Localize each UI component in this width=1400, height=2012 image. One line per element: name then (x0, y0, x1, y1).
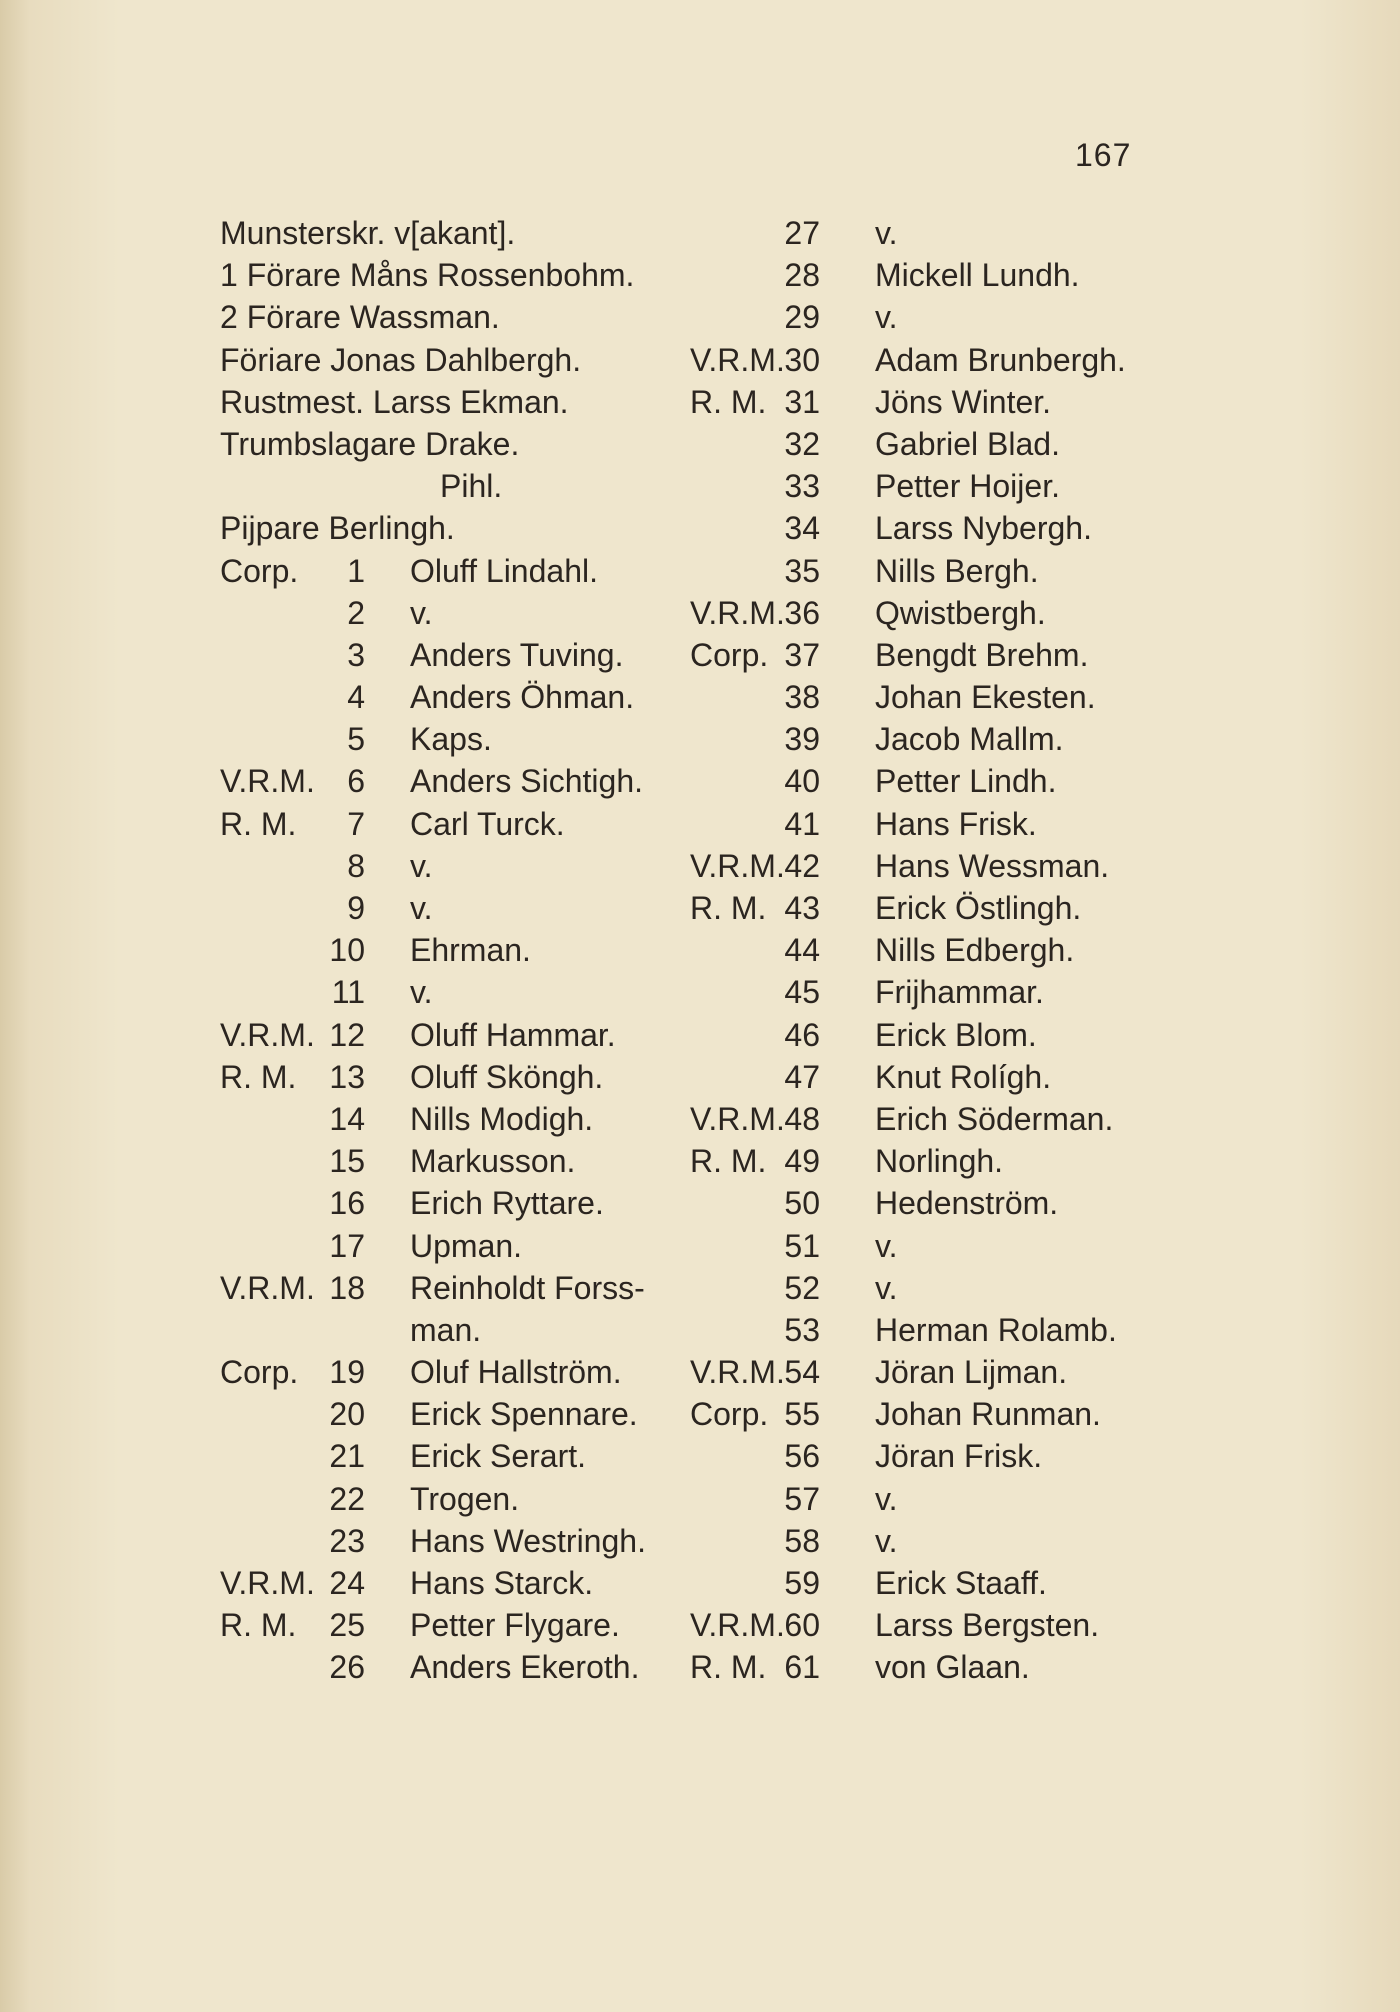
entry-number-text: 23 (329, 1522, 365, 1559)
person-name: Johan Ekesten. (875, 679, 1096, 716)
table-row (690, 760, 1160, 802)
entry-number-text: 48 (784, 1100, 820, 1137)
rank-label: Corp. (220, 552, 299, 589)
table-row (220, 1435, 690, 1477)
table-row (220, 971, 690, 1013)
entry-number-text: 22 (329, 1480, 365, 1517)
table-row (220, 1604, 690, 1646)
person-name: Carl Turck. (410, 805, 565, 842)
person-name: Frijhammar. (875, 974, 1044, 1011)
entry-number-text: 47 (784, 1058, 820, 1095)
table-row (690, 929, 1160, 971)
header-line: 1 Förare Måns Rossenbohm. (220, 257, 635, 294)
person-name: Anders Tuving. (410, 636, 624, 673)
rank-label: Corp. (220, 1354, 299, 1391)
person-name: Erick Serart. (410, 1438, 587, 1475)
rank-label: R. M. (690, 383, 767, 420)
header-line: Munsterskr. v[akant]. (220, 215, 516, 251)
person-name: v. (410, 594, 433, 631)
entry-number-text: 36 (784, 594, 820, 631)
person-name: Petter Hoijer. (875, 468, 1060, 505)
person-name: Johan Runman. (875, 1396, 1101, 1433)
entry-number-text: 61 (784, 1649, 820, 1686)
table-row (690, 887, 1160, 929)
table-row (690, 339, 1160, 381)
list-item (220, 212, 690, 254)
left-roster (220, 550, 690, 1689)
person-name: Hans Frisk. (875, 805, 1037, 842)
entry-number-text: 1 (347, 552, 365, 589)
table-row (220, 803, 690, 845)
table-row (690, 1225, 1160, 1267)
entry-number-text: 12 (329, 1016, 365, 1053)
person-name: Mickell Lundh. (875, 257, 1080, 294)
table-row (690, 1182, 1160, 1224)
entry-number-text: 37 (784, 636, 820, 673)
entry-number-text: 18 (329, 1269, 365, 1306)
table-row (220, 1309, 690, 1351)
person-name: Jöran Lijman. (875, 1354, 1068, 1391)
person-name: Adam Brunbergh. (875, 341, 1126, 378)
header-line: Trumbslagare Drake. (220, 425, 520, 462)
table-row (690, 1562, 1160, 1604)
entry-number-text: 8 (347, 847, 365, 884)
person-name: Erich Ryttare. (410, 1185, 604, 1222)
person-name: Oluff Lindahl. (410, 552, 598, 589)
person-name: Larss Nybergh. (875, 510, 1092, 547)
person-name: Erick Staaff. (875, 1565, 1047, 1601)
entry-number-text: 30 (784, 341, 820, 378)
entry-number-text: 26 (329, 1649, 365, 1686)
table-row (690, 1056, 1160, 1098)
person-name: Knut Rolígh. (875, 1058, 1052, 1095)
entry-number-text: 6 (347, 763, 365, 800)
table-row (220, 1014, 690, 1056)
table-row (690, 1646, 1160, 1688)
person-name: v. (875, 215, 898, 251)
entry-number-text: 25 (329, 1607, 365, 1644)
right-roster (690, 212, 1160, 1689)
entry-number-text: 60 (784, 1607, 820, 1644)
person-name: Reinholdt Forss- (410, 1269, 645, 1306)
table-row (690, 845, 1160, 887)
entry-number-text: 54 (784, 1354, 820, 1391)
person-name: von Glaan. (875, 1649, 1030, 1686)
person-name: man. (410, 1311, 482, 1348)
person-name: Hans Starck. (410, 1565, 594, 1601)
rank-label: V.R.M. (690, 1100, 785, 1137)
entry-number-text: 51 (784, 1227, 820, 1264)
header-line: Rustmest. Larss Ekman. (220, 383, 569, 420)
list-item (220, 423, 690, 465)
entry-number-text: 40 (784, 763, 820, 800)
person-name: Oluff Sköngh. (410, 1058, 604, 1095)
table-row (690, 381, 1160, 423)
rank-label: R. M. (690, 890, 767, 926)
person-name: Kaps. (410, 721, 492, 758)
table-row (690, 592, 1160, 634)
entry-number-text: 16 (329, 1185, 365, 1222)
person-name: Qwistbergh. (875, 594, 1046, 631)
rank-label: V.R.M. (690, 341, 785, 378)
entry-number-text: 20 (329, 1396, 365, 1433)
table-row (690, 718, 1160, 760)
entry-number-text: 49 (784, 1143, 820, 1180)
entry-number-text: 5 (347, 721, 365, 758)
table-row (220, 1351, 690, 1393)
table-row (690, 1014, 1160, 1056)
entry-number-text: 35 (784, 552, 820, 589)
header-line: Föriare Jonas Dahlbergh. (220, 341, 582, 378)
person-name: Jacob Mallm. (875, 721, 1064, 758)
person-name: Bengdt Brehm. (875, 636, 1089, 673)
table-row (220, 1267, 690, 1309)
rank-label: R. M. (220, 805, 297, 842)
table-row (220, 1056, 690, 1098)
entry-number-text: 58 (784, 1522, 820, 1559)
person-name: v. (875, 299, 898, 336)
table-row (220, 718, 690, 760)
person-name: v. (875, 1269, 898, 1306)
right-column (690, 212, 1160, 1689)
entry-number-text: 55 (784, 1396, 820, 1433)
table-row (220, 887, 690, 929)
person-name: Anders Öhman. (410, 679, 635, 716)
entry-number-text: 27 (784, 215, 820, 251)
person-name: Hans Wessman. (875, 847, 1110, 884)
entry-number-text: 17 (329, 1227, 365, 1264)
table-row (690, 1140, 1160, 1182)
table-row (690, 971, 1160, 1013)
entry-number-text: 15 (329, 1143, 365, 1180)
rank-label: V.R.M. (690, 594, 785, 631)
entry-number-text: 52 (784, 1269, 820, 1306)
entry-number-text: 46 (784, 1016, 820, 1053)
entry-number-text: 57 (784, 1480, 820, 1517)
person-name: Trogen. (410, 1480, 520, 1517)
table-row (220, 929, 690, 971)
entry-number-text: 32 (784, 425, 820, 462)
entry-number-text: 43 (784, 890, 820, 926)
person-name: Petter Flygare. (410, 1607, 620, 1644)
indented-line: Pihl. (440, 468, 503, 505)
header-line: Pijpare Berlingh. (220, 510, 455, 547)
table-row (690, 1393, 1160, 1435)
person-name: Jöran Frisk. (875, 1438, 1043, 1475)
person-name: Jöns Winter. (875, 383, 1052, 420)
entry-number-text: 59 (784, 1565, 820, 1601)
entry-number-text: 42 (784, 847, 820, 884)
person-name: Nills Modigh. (410, 1100, 594, 1137)
entry-number-text: 50 (784, 1185, 820, 1222)
table-row (220, 1562, 690, 1604)
rank-label: V.R.M. (220, 1565, 315, 1601)
table-row (220, 1182, 690, 1224)
entry-number-text: 14 (329, 1100, 365, 1137)
rank-label: V.R.M. (690, 1607, 785, 1644)
table-row (690, 1478, 1160, 1520)
entry-number-text: 53 (784, 1311, 820, 1348)
entry-number-text: 7 (347, 805, 365, 842)
table-row (690, 1098, 1160, 1140)
table-row (690, 634, 1160, 676)
table-row (690, 423, 1160, 465)
table-row (690, 1520, 1160, 1562)
person-name: Ehrman. (410, 932, 531, 969)
table-row (690, 296, 1160, 338)
entry-number-text: 31 (784, 383, 820, 420)
rank-label: V.R.M. (690, 1354, 785, 1391)
person-name: Hedenström. (875, 1185, 1059, 1222)
entry-number-text: 56 (784, 1438, 820, 1475)
entry-number-text: 3 (347, 636, 365, 673)
table-row (690, 465, 1160, 507)
table-row (220, 1140, 690, 1182)
table-row (220, 550, 690, 592)
table-row (220, 845, 690, 887)
table-row (220, 1098, 690, 1140)
entry-number-text: 44 (784, 932, 820, 969)
rank-label: V.R.M. (220, 1016, 315, 1053)
table-row (690, 1435, 1160, 1477)
table-row (690, 1267, 1160, 1309)
entry-number-text: 28 (784, 257, 820, 294)
person-name: Erick Blom. (875, 1016, 1037, 1053)
entry-number-text: 41 (784, 805, 820, 842)
person-name: Nills Edbergh. (875, 932, 1075, 969)
person-name: Anders Sichtigh. (410, 763, 644, 800)
entry-number-text: 24 (329, 1565, 365, 1601)
entry-number-text: 34 (784, 510, 820, 547)
entry-number-text: 2 (347, 594, 365, 631)
list-item (220, 465, 690, 507)
entry-number-text: 10 (329, 932, 365, 969)
header-line: 2 Förare Wassman. (220, 299, 500, 336)
person-name: v. (875, 1522, 898, 1559)
person-name: Nills Bergh. (875, 552, 1039, 589)
entry-number-text: 9 (347, 890, 365, 926)
rank-label: V.R.M. (220, 763, 315, 800)
person-name: Oluff Hammar. (410, 1016, 616, 1053)
table-row (220, 760, 690, 802)
person-name: Markusson. (410, 1143, 576, 1180)
rank-label: Corp. (690, 1396, 769, 1433)
rank-label: Corp. (690, 636, 769, 673)
person-name: Herman Rolamb. (875, 1311, 1117, 1348)
entry-number-text: 33 (784, 468, 820, 505)
person-name: v. (410, 974, 433, 1011)
left-column (220, 212, 690, 1689)
table-row (690, 676, 1160, 718)
table-row (690, 803, 1160, 845)
page-number: 167 (1075, 137, 1132, 173)
entry-number-text: 13 (329, 1058, 365, 1095)
table-row (220, 676, 690, 718)
rank-label: R. M. (690, 1143, 767, 1180)
rank-label: R. M. (220, 1058, 297, 1095)
person-name: v. (410, 890, 433, 926)
person-name: Erich Söderman. (875, 1100, 1114, 1137)
entry-number-text: 39 (784, 721, 820, 758)
list-item (220, 507, 690, 549)
entry-number-text: 45 (784, 974, 820, 1011)
table-row (690, 254, 1160, 296)
entry-number-text: 21 (329, 1438, 365, 1475)
table-row (220, 1520, 690, 1562)
person-name: v. (410, 847, 433, 884)
person-name: Norlingh. (875, 1143, 1004, 1180)
person-name: Erick Östlingh. (875, 890, 1082, 926)
table-row (690, 1309, 1160, 1351)
table-row (690, 212, 1160, 254)
rank-label: R. M. (220, 1607, 297, 1644)
table-row (220, 1478, 690, 1520)
person-name: Upman. (410, 1227, 523, 1264)
entry-number-text: 19 (329, 1354, 365, 1391)
rank-label: R. M. (690, 1649, 767, 1686)
person-name: v. (875, 1227, 898, 1264)
entry-number-text: 4 (347, 679, 365, 716)
list-item (220, 381, 690, 423)
person-name: Anders Ekeroth. (410, 1649, 640, 1686)
person-name: Gabriel Blad. (875, 425, 1060, 462)
table-row (220, 634, 690, 676)
list-item (220, 339, 690, 381)
person-name: Erick Spennare. (410, 1396, 638, 1433)
table-row (690, 1604, 1160, 1646)
person-name: Petter Lindh. (875, 763, 1057, 800)
table-row (220, 592, 690, 634)
table-row (690, 507, 1160, 549)
person-name: Oluf Hallström. (410, 1354, 622, 1391)
person-name: Hans Westringh. (410, 1522, 646, 1559)
list-item (220, 296, 690, 338)
rank-label: V.R.M. (220, 1269, 315, 1306)
entry-number-text: 29 (784, 299, 820, 336)
entry-number-text: 38 (784, 679, 820, 716)
rank-label: V.R.M. (690, 847, 785, 884)
entry-number-text: 11 (331, 974, 365, 1011)
table-row (220, 1646, 690, 1688)
person-name: v. (875, 1480, 898, 1517)
table-row (690, 1351, 1160, 1393)
table-row (690, 550, 1160, 592)
table-row (220, 1225, 690, 1267)
person-name: Larss Bergsten. (875, 1607, 1100, 1644)
list-item (220, 254, 690, 296)
table-row (220, 1393, 690, 1435)
